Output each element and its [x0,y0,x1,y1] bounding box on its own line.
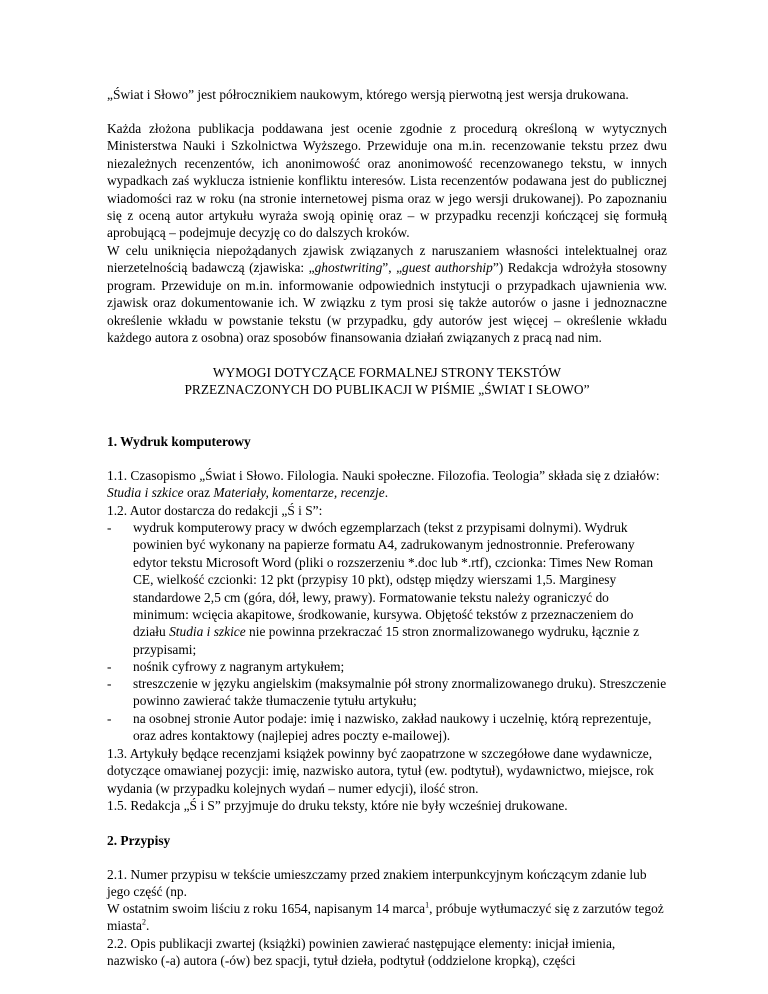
bullet-digital-media: nośnik cyfrowy z nagranym artykułem; [133,659,345,674]
bullet-dash: - [107,659,112,674]
bullet-abstract: streszczenie w języku angielskim (maksymalnie pół strony znormalizowanego druku). Streszczenie powinno zawierać także tłumaczenie tytułu artykułu; [133,676,667,709]
guest-authorship-term: guest authorship [402,260,493,276]
footnote-ref-2: 2 [141,917,146,927]
bullet-printout: wydruk komputerowy pracy w dwóch egzemplarzach (tekst z przypisami dolnymi). Wydruk powinien być wykonany na papierze formatu A4, zadrukowanym jednostronnie. Preferowany edytor tekstu Microsoft Word (pliki o rozszerzeniu *.doc lub *.rtf), czcionka: Times New Roman CE, wielkość czcionki: 12 pkt (przypisy 10 pkt), odstęp między wierszami 1,5. Marginesy standardowe 2,5 cm (góra, dół, lewy, prawy). Formatowanie tekstu należy ograniczyć do minimum: wcięcia akapitowe, środkowanie, kursywa. Objętość tekstów z przeznaczeniem do działu Studia i szkice nie powinna przekraczać 15 stron znormalizowanego wydruku, łącznie z przypisami; [133,520,654,657]
intro-paragraph: „Świat i Słowo” jest półrocznikiem naukowym, którego wersją pierwotną jest wersja drukowana. [107,87,629,102]
ethics-paragraph: W celu uniknięcia niepożądanych zjawisk związanych z naruszaniem własności intelektualnej oraz nierzetelnością badawczą (zjawiska: „ghostwriting”, „guest authorship”) Redakcja wdrożyła stosowny program. Przewiduje on m.in. informowanie odpowiednich instytucji o przypadkach ujawnienia ww. zjawisk oraz dokumentowanie ich. W związku z tym prosi się także autorów o jasne i jednoznaczne określenie wkładu w powstanie tekstu (w przypadku, gdy autorów jest więcej – określenie wkładu każdego autora z osobna) oraz sposobów finansowania działań związanych z pracą nad nim. [107,243,667,346]
bullet-author-info: na osobnej stronie Autor podaje: imię i nazwisko, zakład naukowy i uczelnię, którą reprezentuje, oraz adres kontaktowy (najlepiej adres poczty e-mailowej). [133,711,652,744]
bullet-dash: - [107,520,112,535]
bullet-dash: - [107,711,112,726]
review-paragraph: Każda złożona publikacja poddawana jest ocenie zgodnie z procedurą określoną w wytycznych Ministerstwa Nauki i Szkolnictwa Wyższego. Przewiduje ona m.in. recenzowanie tekstu przez dwu niezależnych recenzentów, ich anonimowość oraz anonimowość recenzowanego tekstu, w innych wypadkach zaś wyklucza istnienie konfliktu interesów. Lista recenzentów podawana jest do publicznej wiadomości raz w roku (na stronie internetowej pisma oraz w jego wersji drukowanej). Po zapoznaniu się z oceną autor artykułu wyraża swoją opinię oraz – w przypadku recenzji kończącej się formułą aprobującą – podejmuje decyzję co do dalszych kroków. [107,121,667,241]
footnote-example: W ostatnim swoim liściu z roku 1654, napisanym 14 marca$^1$, próbuje wytłumaczyć się z zarzutów tegoż miasta$^2$. [107,900,664,934]
paragraph-1-3: 1.3. Artykuły będące recenzjami książek powinny być zaopatrzone w szczegółowe dane wydawnicze, dotyczące omawianej pozycji: imię, nazwisko autora, tytuł (ew. podtytuł), wydawnictwo, miejsce, rok wydania (w przypadku kolejnych wydań – numer edycji), ilość stron. [107,746,654,796]
paragraph-1-5: 1.5. Redakcja „Ś i S” przyjmuje do druku teksty, które nie były wcześniej drukowane. [107,798,568,813]
paragraph-2-1: 2.1. Numer przypisu w tekście umieszczamy przed znakiem interpunkcyjnym kończącym zdanie lub jego część (np. [107,867,647,900]
paragraph-1-2: 1.2. Autor dostarcza do redakcji „Ś i S”: [107,503,323,518]
bullet-dash: - [107,676,112,691]
document-title-line1: WYMOGI DOTYCZĄCE FORMALNEJ STRONY TEKSTÓW [212,365,562,380]
document-title-line2: PRZEZNACZONYCH DO PUBLIKACJI W PIŚMIE „ŚWIAT I SŁOWO” [184,382,590,397]
paragraph-2-2: 2.2. Opis publikacji zwartej (książki) powinien zawierać następujące elementy: inicjał imienia, nazwisko (-a) autora (-ów) bez spacji, tytuł dzieła, podtytuł (oddzielone kropką), części [107,936,616,969]
section1-heading: 1. Wydruk komputerowy [107,434,251,449]
ghostwriting-term: ghostwriting [314,260,383,276]
paragraph-1-1: 1.1. Czasopismo „Świat i Słowo. Filologia. Nauki społeczne. Filozofia. Teologia” składa się z działów: Studia i szkice oraz Materiały, komentarze, recenzje. [107,468,660,501]
footnote-ref-1: 1 [425,900,430,910]
section2-heading: 2. Przypisy [107,833,171,848]
